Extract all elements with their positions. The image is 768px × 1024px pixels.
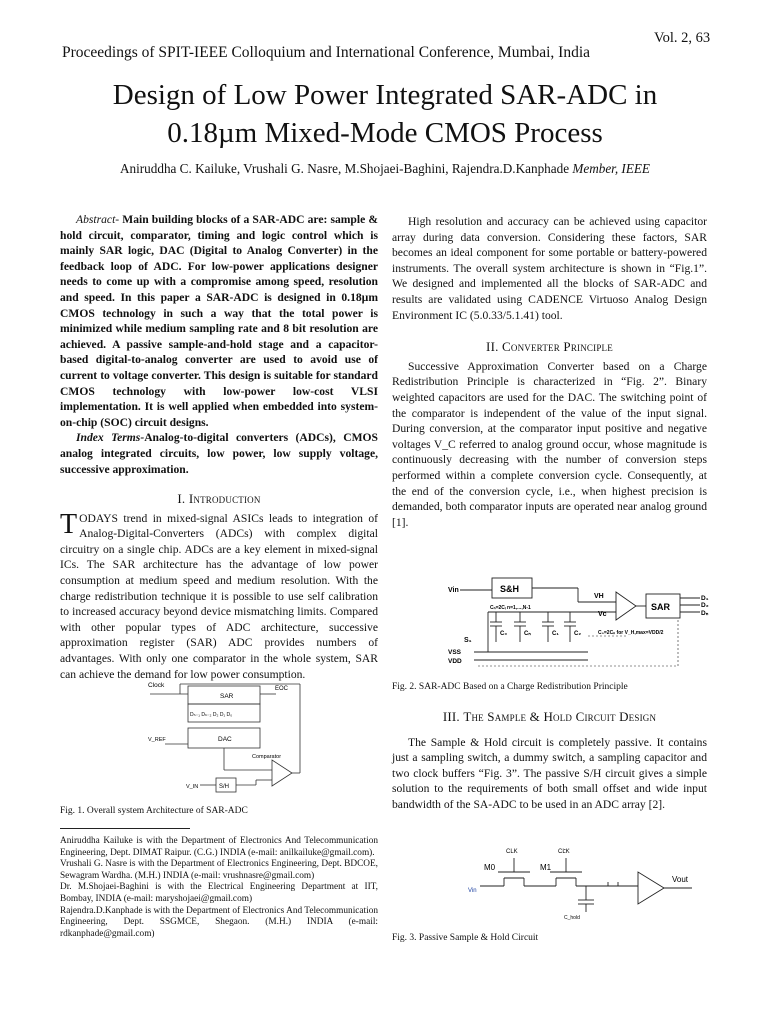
- abstract-label: Abstract-: [76, 213, 120, 226]
- intro-text: ODAYS trend in mixed-signal ASICs leads to integration of Analog-Digital-Converters (ADCs) with complex digital circuitry on a single chip. ADCs are a key element in mixed-signal ICs. The SAR architecture has the advantage of low power consumption at medium speed and medium resolution. With the charge redistribution technique it is possible to use self calibration to increased accuracy beyond device mismatching limits. Compared with other popular types of ADC architecture, successive approximation register (SAR) ADC provides numbers of advantages. With only one comparator in the whole system, SAR can achieve the demand for low power consumption.: [60, 511, 378, 681]
- footnote-2: Vrushali G. Nasre is with the Department of Electronics Engineering, Dept. BDCOE, Sewagram Wardha. (M.H.) INDIA (e-mail: vrushnasre@gmail.com): [60, 859, 378, 881]
- vin-label: V_IN: [186, 784, 199, 790]
- section-title: The Sample & Hold Circuit Design: [463, 709, 657, 724]
- proceedings-header: Proceedings of SPIT-IEEE Colloquium and International Conference, Mumbai, India: [62, 44, 591, 61]
- figure-1-caption: Fig. 1. Overall system Architecture of SAR-ADC: [60, 806, 248, 816]
- sh-label: S/H: [219, 784, 230, 790]
- author-list: [40, 161, 730, 177]
- index-terms-text: Analog-to-digital converters (ADCs), CMOS analog integrated circuits, low power, low supply voltage, successive approximation.: [60, 431, 378, 476]
- figure-2-diagram: [448, 572, 718, 678]
- clk-bar-label: CLK: [558, 849, 570, 855]
- section-introduction-heading: [60, 491, 378, 507]
- d1-label: D₁: [701, 595, 709, 602]
- dac-label: DAC: [218, 736, 232, 743]
- clk-label: CLK: [506, 849, 518, 855]
- sh-label: S&H: [500, 584, 520, 594]
- s1-label: S₁: [464, 637, 472, 644]
- section-number: III.: [442, 709, 460, 724]
- authors-member: Member, IEEE: [572, 161, 650, 176]
- figure-3-diagram: [468, 842, 698, 924]
- d2-label: D₂: [701, 602, 709, 609]
- vin-label: Vin: [448, 587, 459, 594]
- section-title: Introduction: [188, 491, 261, 507]
- section-sample-hold-heading: [392, 709, 707, 725]
- dn-label: Dₙ: [701, 610, 709, 617]
- right-paragraph-3: The Sample & Hold circuit is completely passive. It contains just a sampling switch, a dummy switch, a sampling capacitor and two clock buffers “Fig. 3”. The passive S/H circuit gives a simple solution to the requirements of both small offset and wide input bandwidth of the SA-ADC to be used in an ADC array [2].: [392, 735, 707, 811]
- m0-label: M0: [484, 863, 496, 872]
- vout-label: Vout: [672, 875, 689, 884]
- right-paragraph-2: Successive Approximation Converter based on a Charge Redistribution Principle is characterized in “Fig. 2”. Binary weighted capacitors are used for the DAC. The switching point of the comparator is independent of the value of the input signal. During conversion, at the comparator input positive and negative voltages V_C referred to analog ground occur, whose magnitude is continuously decreasing with the number of conversion steps performed within a complete conversion cycle. Consequently, at the end of the conversion cycle, i.e., when highest precision is demanded, both comparator inputs are operated near analog ground [1].: [392, 359, 707, 529]
- figure-2-caption: Fig. 2. SAR-ADC Based on a Charge Redistribution Principle: [392, 682, 628, 692]
- volume-number: Vol. 2, 63: [654, 30, 711, 46]
- comparator-label: Comparator: [252, 754, 282, 760]
- eoc-label: EOC: [275, 686, 289, 692]
- drop-cap: T: [60, 508, 78, 540]
- chold-label: C_hold: [564, 915, 580, 921]
- authors: Aniruddha C. Kailuke, Vrushali G. Nasre, M.Shojaei-Baghini, Rajendra.D.Kanphade: [119, 161, 570, 176]
- intro-paragraph: [60, 508, 378, 683]
- sar-label: SAR: [651, 602, 671, 612]
- section-converter-heading: [392, 339, 707, 355]
- figure-1-diagram: [140, 678, 310, 806]
- footnote-1: Aniruddha Kailuke is with the Department of Electronics And Telecommunication Engineering, Dept. DIMAT Raipur. (C.G.) INDIA (e-mail: anilkailuke@gmail.com).: [60, 836, 378, 858]
- c0-label: C₀: [500, 631, 508, 637]
- right-column-top: [392, 214, 707, 530]
- vin-label: Vin: [468, 888, 477, 894]
- vdd-label: VDD: [448, 658, 462, 665]
- footnote-rule: [60, 828, 190, 829]
- clock-label: Clock: [148, 682, 165, 689]
- title-line-2: 0.18µm Mixed-Mode CMOS Process: [167, 117, 603, 149]
- c2-label: C₂: [574, 631, 581, 637]
- section-title: Converter Principle: [502, 339, 613, 355]
- index-terms-label: Index Terms-: [76, 431, 145, 445]
- vss-label: VSS: [448, 649, 462, 656]
- footnotes: [60, 836, 378, 940]
- footnote-3: Dr. M.Shojaei-Baghini is with the Electrical Engineering Department at IIT, Bombay, INDIA (e-mail: maryshojaei@gmail.com): [60, 882, 378, 904]
- bits-label: Dₙ₋₁ Dₙ₋₂ D₂ D₁ D₀: [190, 712, 233, 718]
- cap-equation: Cₙ=2Cᵢ n=1,...,N-1: [490, 605, 531, 611]
- section-number: II.: [486, 339, 499, 355]
- vref-label: V_REF: [148, 737, 166, 743]
- comparator-symbol: [272, 760, 292, 786]
- vh-label: VH: [594, 593, 604, 600]
- title-line-1: Design of Low Power Integrated SAR-ADC in: [112, 79, 658, 111]
- abstract-text: Main building blocks of a SAR-ADC are: sample & hold circuit, comparator, timing and logic control which is mainly SAR logic, DAC (Digital to Analog Converter) in the feedback loop of ADC. For low-power applications designer needs to come up with a compromise among speed, resolution and speed. In this paper a SAR-ADC is designed in 0.18µm CMOS technology in such a way that the total power is minimized while medium sampling rate and 8 bit resolution are achieved. A passive sample-and-hold stage and a capacitor-based digital-to-analog converter are used to avoid use of current to voltage converter. This design is suitable for standard CMOS technology with low-power low-cost VLSI implementation. It is well applied when embedded into system-on-chip (SOC) circuit designs.: [60, 213, 378, 429]
- comparator-symbol: [616, 592, 636, 620]
- c1-label: C₁: [552, 631, 559, 637]
- left-column: [60, 212, 378, 682]
- buffer-symbol: [638, 872, 664, 904]
- index-terms: [60, 430, 378, 477]
- m1-label: M1: [540, 863, 552, 872]
- sar-label: SAR: [220, 693, 234, 700]
- vc-label: Vc: [598, 611, 607, 618]
- right-column-bottom: [392, 703, 707, 813]
- paper-title: [40, 76, 730, 152]
- right-paragraph-1: High resolution and accuracy can be achieved using capacitor array during data conversion. Considering these factors, SAR becomes an ideal component for some portable or battery-powered instruments. The overall system architecture is shown in “Fig.1”. We designed and implemented all the blocks of SAR-ADC and results are validated using CADENCE Virtuoso Analog Design Environment IC (5.0.33/5.1.41) tool.: [392, 215, 707, 322]
- c0-equation: C₀=2Cₙ for V_H,max=VDD/2: [598, 630, 664, 636]
- section-number: I.: [177, 491, 186, 507]
- cn-label: Cₙ: [524, 631, 531, 637]
- abstract: [60, 212, 378, 430]
- figure-3-caption: Fig. 3. Passive Sample & Hold Circuit: [392, 933, 539, 943]
- footnote-4: Rajendra.D.Kanphade is with the Department of Electronics And Telecommunication Engineering, Dept. SSGMCE, Shegaon. (M.H.) INDIA (e-mail: rdkanphade@gmail.com): [60, 905, 378, 939]
